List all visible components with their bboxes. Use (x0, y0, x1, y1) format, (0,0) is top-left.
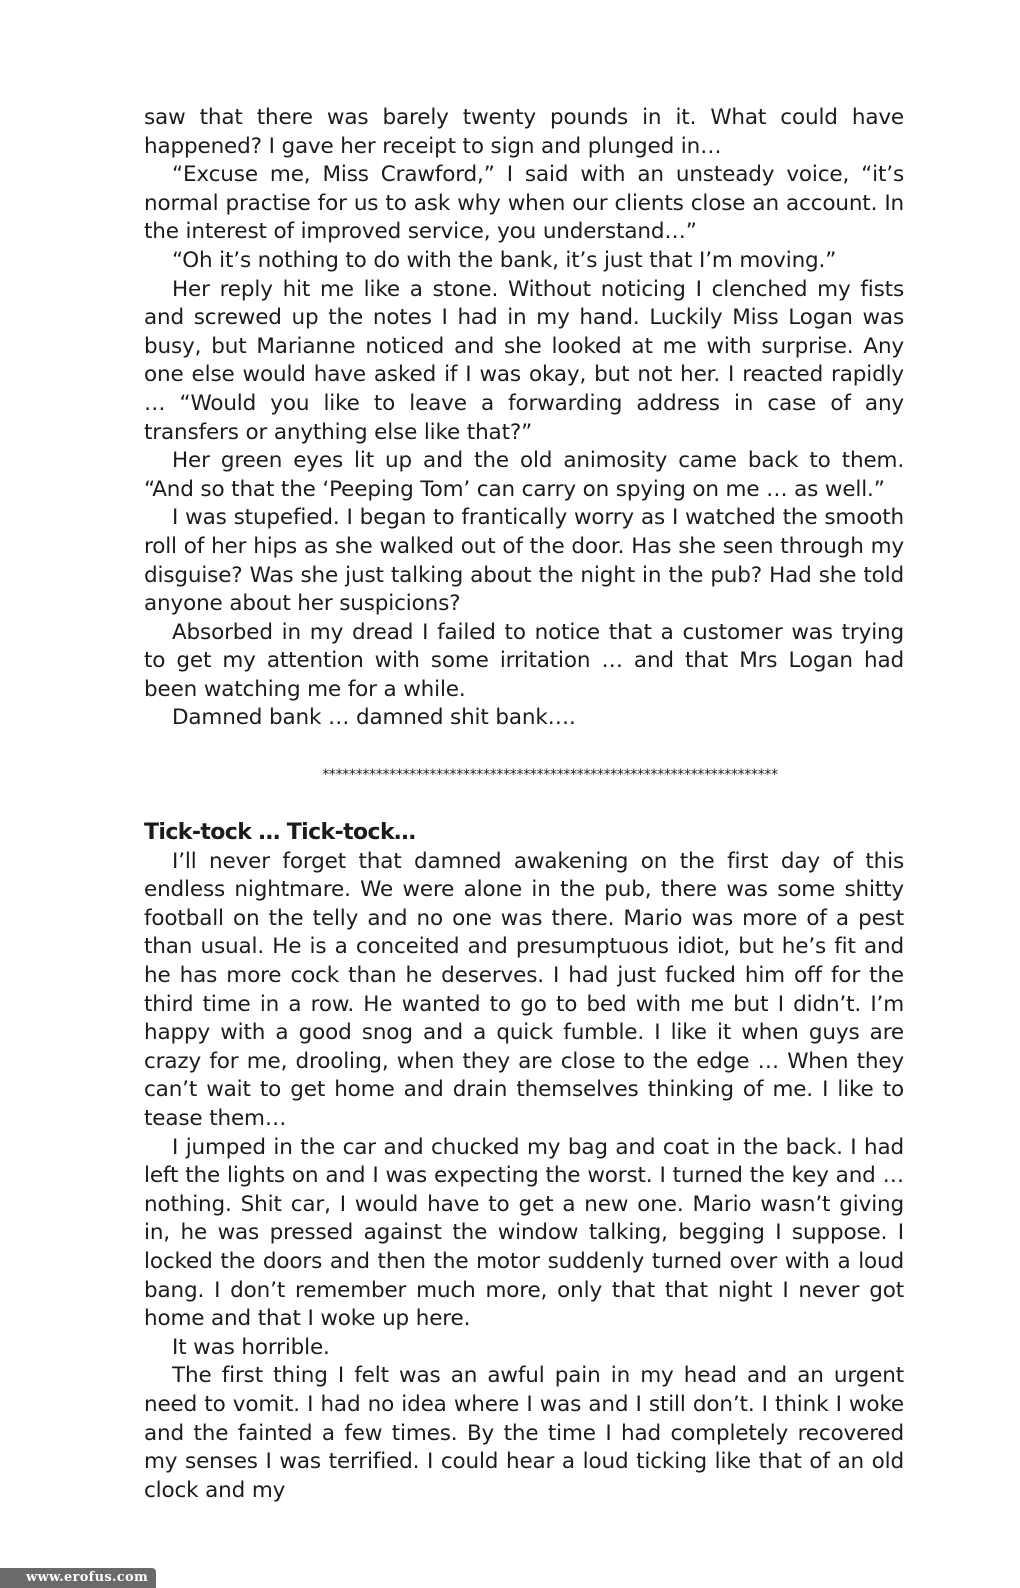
paragraphs-bottom (144, 848, 904, 1506)
paragraphs-top (144, 104, 904, 733)
paragraph: saw that there was barely twenty pounds in it. What could have happened? I gave her receipt to sign and plunged in… (144, 105, 904, 159)
paragraph: Her reply hit me like a stone. Without noticing I clenched my fists and screwed up the notes I had in my hand. Luckily Miss Logan was busy, but Marianne noticed and she looked at me with surprise. Any one else would have asked if I was okay, but not her. I reacted rapidly … “Would you like to leave a forwarding address in case of any transfers or anything else like that?” (144, 276, 904, 445)
paragraph: I’ll never forget that damned awakening on the first day of this endless nightmare. We were alone in the pub, there was some shitty football on the telly and no one was there. Mario was more of a pest than usual. He is a conceited and presumptuous idiot, but he’s fit and he has more cock than he deserves. I had just fucked him off for the third time in a row. He wanted to go to bed with me but I didn’t. I’m happy with a good snog and a quick fumble. I like it when guys are crazy for me, drooling, when they are close to the edge … When they can’t wait to get home and drain themselves thinking of me. I like to tease them… (144, 848, 904, 1131)
paragraph: I was stupefied. I began to frantically worry as I watched the smooth roll of her hips as she walked out of the door. Has she seen through my disguise? Was she just talking about the night in the pub? Had she told anyone about her suspicions? (144, 505, 904, 617)
site-watermark: www.erofus.com (0, 1568, 156, 1588)
section-divider: ******************************************************************** (322, 767, 778, 784)
paragraph: It was horrible. (172, 1334, 330, 1360)
paragraph: Her green eyes lit up and the old animosity came back to them. “And so that the ‘Peeping Tom’ can carry on spying on me … as well.” (144, 448, 904, 502)
section-heading: Tick-tock … Tick-tock… (144, 820, 416, 846)
page-body (144, 104, 904, 1505)
paragraph: “Oh it’s nothing to do with the bank, it’s just that I’m moving.” (172, 247, 837, 273)
paragraph: Absorbed in my dread I failed to notice that a customer was trying to get my attention with some irritation … and that Mrs Logan had been watching me for a while. (144, 619, 904, 702)
paragraph: “Excuse me, Miss Crawford,” I said with an unsteady voice, “it’s normal practise for us to ask why when our clients close an account. In the interest of improved service, you understand…” (144, 162, 904, 245)
paragraph: The first thing I felt was an awful pain in my head and an urgent need to vomit. I had no idea where I was and I still don’t. I think I woke and the fainted a few times. By the time I had completely recovered my senses I was terrified. I could hear a loud ticking like that of an old clock and my (144, 1363, 904, 1503)
paragraph: Damned bank … damned shit bank…. (172, 705, 576, 731)
paragraph: I jumped in the car and chucked my bag and coat in the back. I had left the lights on and I was expecting the worst. I turned the key and … nothing. Shit car, I would have to get a new one. Mario wasn’t giving in, he was pressed against the window talking, begging I suppose. I locked the doors and then the motor suddenly turned over with a loud bang. I don’t remember much more, only that that night I never got home and that I woke up here. (144, 1134, 904, 1332)
